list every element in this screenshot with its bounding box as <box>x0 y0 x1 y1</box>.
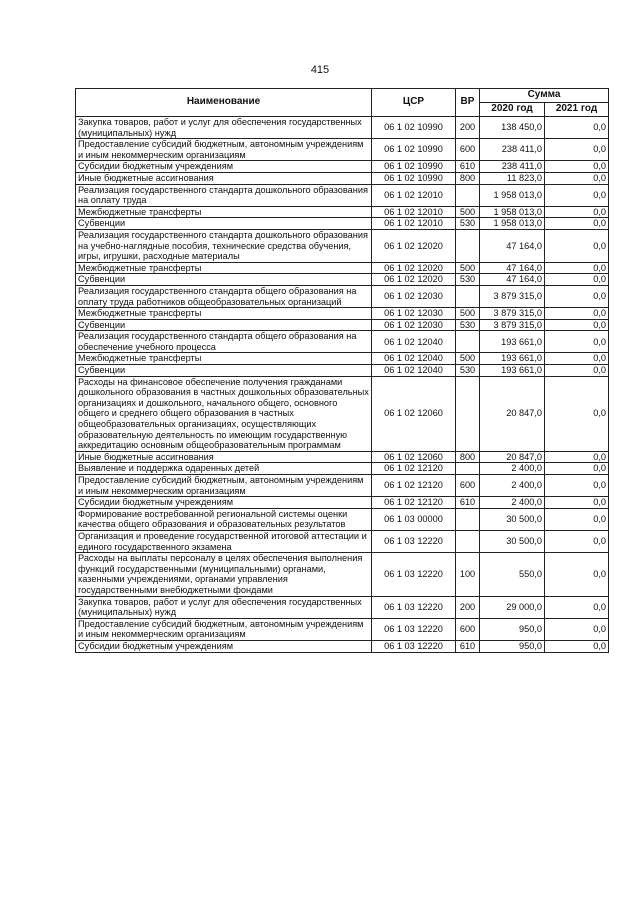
cell-csr: 06 1 03 12220 <box>372 640 456 652</box>
header-sum: Сумма <box>480 89 609 103</box>
cell-y2021: 0,0 <box>545 451 609 463</box>
cell-csr: 06 1 02 12030 <box>372 308 456 320</box>
page-number: 415 <box>310 64 330 76</box>
table-body <box>76 117 609 653</box>
cell-y2021: 0,0 <box>545 530 609 552</box>
cell-y2020: 30 500,0 <box>480 508 545 530</box>
cell-y2020: 3 879 315,0 <box>480 285 545 307</box>
cell-y2020: 29 000,0 <box>480 596 545 618</box>
cell-y2021: 0,0 <box>545 117 609 139</box>
cell-vr <box>456 184 480 206</box>
cell-name: Субвенции <box>76 319 372 331</box>
cell-name: Субсидии бюджетным учреждениям <box>76 161 372 173</box>
cell-vr: 530 <box>456 218 480 230</box>
table-row <box>76 497 609 509</box>
table-row <box>76 475 609 497</box>
cell-vr: 100 <box>456 553 480 596</box>
table-row <box>76 640 609 652</box>
cell-y2021: 0,0 <box>545 640 609 652</box>
cell-y2020: 193 661,0 <box>480 331 545 353</box>
table-row <box>76 451 609 463</box>
cell-y2021: 0,0 <box>545 172 609 184</box>
table-row <box>76 117 609 139</box>
cell-vr: 500 <box>456 353 480 365</box>
cell-name: Субсидии бюджетным учреждениям <box>76 640 372 652</box>
cell-y2020: 138 450,0 <box>480 117 545 139</box>
table-row <box>76 365 609 377</box>
cell-y2020: 193 661,0 <box>480 353 545 365</box>
cell-vr <box>456 463 480 475</box>
cell-y2021: 0,0 <box>545 319 609 331</box>
cell-y2021: 0,0 <box>545 161 609 173</box>
cell-y2021: 0,0 <box>545 184 609 206</box>
cell-vr: 530 <box>456 319 480 331</box>
cell-vr: 610 <box>456 640 480 652</box>
cell-y2020: 550,0 <box>480 553 545 596</box>
cell-name: Иные бюджетные ассигнования <box>76 451 372 463</box>
cell-name: Межбюджетные трансферты <box>76 353 372 365</box>
cell-csr: 06 1 02 12020 <box>372 262 456 274</box>
table-row <box>76 596 609 618</box>
cell-name: Субвенции <box>76 218 372 230</box>
cell-csr: 06 1 02 12030 <box>372 285 456 307</box>
cell-y2020: 2 400,0 <box>480 497 545 509</box>
table-row <box>76 618 609 640</box>
cell-name: Реализация государственного стандарта общего образования на оплату труда работников общеобразовательных организаций <box>76 285 372 307</box>
cell-y2021: 0,0 <box>545 331 609 353</box>
cell-name: Закупка товаров, работ и услуг для обеспечения государственных (муниципальных) нужд <box>76 117 372 139</box>
cell-y2020: 11 823,0 <box>480 172 545 184</box>
cell-csr: 06 1 03 12220 <box>372 618 456 640</box>
header-2021: 2021 год <box>545 103 609 117</box>
cell-vr: 800 <box>456 172 480 184</box>
cell-y2020: 1 958 013,0 <box>480 218 545 230</box>
cell-vr: 600 <box>456 618 480 640</box>
cell-csr: 06 1 02 12010 <box>372 184 456 206</box>
cell-name: Организация и проведение государственной итоговой аттестации и единого государственного экзамена <box>76 530 372 552</box>
cell-name: Расходы на финансовое обеспечение получения гражданами дошкольного образования в частных дошкольных образовательных организациях и дошкольного, начального общего, основного общего и среднего общего образования в частных общеобразовательных организациях, осуществляющих образовательную деятельность по имеющим государственную аккредитацию основным общеобразовательным программам <box>76 376 372 451</box>
cell-y2021: 0,0 <box>545 365 609 377</box>
table-row <box>76 206 609 218</box>
cell-y2020: 47 164,0 <box>480 274 545 286</box>
table-row <box>76 285 609 307</box>
table-row <box>76 274 609 286</box>
cell-csr: 06 1 02 10990 <box>372 161 456 173</box>
cell-vr <box>456 530 480 552</box>
cell-y2020: 1 958 013,0 <box>480 184 545 206</box>
cell-vr: 610 <box>456 497 480 509</box>
cell-y2020: 950,0 <box>480 640 545 652</box>
cell-y2020: 1 958 013,0 <box>480 206 545 218</box>
cell-csr: 06 1 02 12120 <box>372 497 456 509</box>
cell-csr: 06 1 02 12010 <box>372 206 456 218</box>
table-row <box>76 331 609 353</box>
cell-name: Реализация государственного стандарта дошкольного образования на оплату труда <box>76 184 372 206</box>
cell-y2020: 20 847,0 <box>480 376 545 451</box>
cell-name: Реализация государственного стандарта общего образования на обеспечение учебного процесса <box>76 331 372 353</box>
cell-y2021: 0,0 <box>545 463 609 475</box>
cell-y2021: 0,0 <box>545 618 609 640</box>
cell-csr: 06 1 03 00000 <box>372 508 456 530</box>
cell-y2020: 47 164,0 <box>480 262 545 274</box>
table-row <box>76 319 609 331</box>
cell-vr: 200 <box>456 596 480 618</box>
table-row <box>76 508 609 530</box>
cell-y2021: 0,0 <box>545 139 609 161</box>
header-2020: 2020 год <box>480 103 545 117</box>
cell-name: Закупка товаров, работ и услуг для обеспечения государственных (муниципальных) нужд <box>76 596 372 618</box>
cell-y2020: 193 661,0 <box>480 365 545 377</box>
cell-csr: 06 1 02 12040 <box>372 365 456 377</box>
cell-csr: 06 1 03 12220 <box>372 596 456 618</box>
cell-y2021: 0,0 <box>545 376 609 451</box>
cell-csr: 06 1 02 10990 <box>372 139 456 161</box>
header-vr: ВР <box>456 89 480 117</box>
cell-name: Выявление и поддержка одаренных детей <box>76 463 372 475</box>
cell-csr: 06 1 02 10990 <box>372 117 456 139</box>
cell-name: Субвенции <box>76 365 372 377</box>
cell-name: Субвенции <box>76 274 372 286</box>
cell-name: Предоставление субсидий бюджетным, автономным учреждениям и иным некоммерческим организациям <box>76 139 372 161</box>
table-row <box>76 139 609 161</box>
cell-csr: 06 1 03 12220 <box>372 553 456 596</box>
cell-vr: 610 <box>456 161 480 173</box>
cell-y2021: 0,0 <box>545 308 609 320</box>
cell-y2020: 238 411,0 <box>480 161 545 173</box>
cell-y2020: 2 400,0 <box>480 463 545 475</box>
table-row <box>76 172 609 184</box>
cell-y2020: 47 164,0 <box>480 229 545 262</box>
cell-csr: 06 1 02 12060 <box>372 451 456 463</box>
cell-y2021: 0,0 <box>545 206 609 218</box>
cell-vr: 530 <box>456 365 480 377</box>
cell-vr: 500 <box>456 262 480 274</box>
table-row <box>76 184 609 206</box>
cell-name: Формирование востребованной региональной системы оценки качества общего образования и образовательных результатов <box>76 508 372 530</box>
cell-vr: 500 <box>456 308 480 320</box>
table-row <box>76 308 609 320</box>
table-row <box>76 463 609 475</box>
cell-csr: 06 1 02 12030 <box>372 319 456 331</box>
cell-csr: 06 1 02 12120 <box>372 463 456 475</box>
cell-vr: 530 <box>456 274 480 286</box>
cell-vr: 800 <box>456 451 480 463</box>
cell-name: Межбюджетные трансферты <box>76 262 372 274</box>
cell-name: Предоставление субсидий бюджетным, автономным учреждениям и иным некоммерческим организациям <box>76 618 372 640</box>
cell-csr: 06 1 02 12020 <box>372 274 456 286</box>
budget-table <box>75 88 609 653</box>
cell-name: Расходы на выплаты персоналу в целях обеспечения выполнения функций государственными (муниципальными) органами, казенными учреждениями, органами управления государственными внебюджетными фондами <box>76 553 372 596</box>
cell-csr: 06 1 02 12060 <box>372 376 456 451</box>
cell-y2020: 20 847,0 <box>480 451 545 463</box>
cell-name: Иные бюджетные ассигнования <box>76 172 372 184</box>
cell-vr: 200 <box>456 117 480 139</box>
cell-y2021: 0,0 <box>545 262 609 274</box>
cell-name: Межбюджетные трансферты <box>76 308 372 320</box>
cell-y2021: 0,0 <box>545 475 609 497</box>
cell-csr: 06 1 02 12010 <box>372 218 456 230</box>
table-row <box>76 530 609 552</box>
cell-csr: 06 1 02 12020 <box>372 229 456 262</box>
cell-name: Реализация государственного стандарта дошкольного образования на учебно-наглядные пособия, технические средства обучения, игры, игрушки, расходные материалы <box>76 229 372 262</box>
cell-y2021: 0,0 <box>545 274 609 286</box>
cell-y2020: 2 400,0 <box>480 475 545 497</box>
cell-csr: 06 1 03 12220 <box>372 530 456 552</box>
cell-y2021: 0,0 <box>545 497 609 509</box>
header-csr: ЦСР <box>372 89 456 117</box>
cell-vr: 600 <box>456 475 480 497</box>
cell-vr: 500 <box>456 206 480 218</box>
table-row <box>76 229 609 262</box>
table-row <box>76 161 609 173</box>
cell-y2020: 950,0 <box>480 618 545 640</box>
cell-csr: 06 1 02 12040 <box>372 331 456 353</box>
cell-y2020: 30 500,0 <box>480 530 545 552</box>
cell-vr <box>456 508 480 530</box>
cell-csr: 06 1 02 12120 <box>372 475 456 497</box>
cell-vr <box>456 229 480 262</box>
cell-y2021: 0,0 <box>545 285 609 307</box>
cell-y2021: 0,0 <box>545 553 609 596</box>
table-row <box>76 218 609 230</box>
cell-y2021: 0,0 <box>545 218 609 230</box>
cell-vr <box>456 285 480 307</box>
table-row <box>76 553 609 596</box>
cell-csr: 06 1 02 12040 <box>372 353 456 365</box>
cell-vr <box>456 331 480 353</box>
cell-y2020: 238 411,0 <box>480 139 545 161</box>
cell-y2021: 0,0 <box>545 596 609 618</box>
cell-y2020: 3 879 315,0 <box>480 308 545 320</box>
cell-name: Субсидии бюджетным учреждениям <box>76 497 372 509</box>
table-row <box>76 376 609 451</box>
cell-name: Предоставление субсидий бюджетным, автономным учреждениям и иным некоммерческим организациям <box>76 475 372 497</box>
table-row <box>76 353 609 365</box>
cell-name: Межбюджетные трансферты <box>76 206 372 218</box>
cell-y2021: 0,0 <box>545 229 609 262</box>
cell-vr <box>456 376 480 451</box>
header-name: Наименование <box>76 89 372 117</box>
cell-y2021: 0,0 <box>545 353 609 365</box>
cell-csr: 06 1 02 10990 <box>372 172 456 184</box>
cell-vr: 600 <box>456 139 480 161</box>
table-row <box>76 262 609 274</box>
cell-y2020: 3 879 315,0 <box>480 319 545 331</box>
cell-y2021: 0,0 <box>545 508 609 530</box>
